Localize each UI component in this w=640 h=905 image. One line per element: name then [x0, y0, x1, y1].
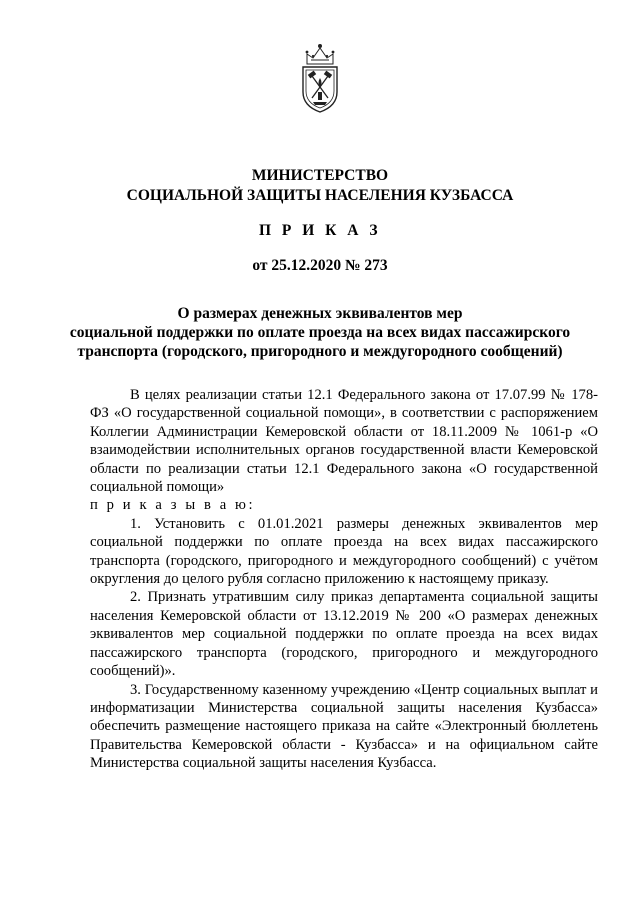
order-item-3: 3. Государственному казенному учреждению «Центр социальных выплат и информатизации Министерства социальной защиты населения Кузбасса» обеспечить размещение настоящего приказа на сайте «Электронный бюллетень Правительства Кемеровской области - Кузбасса» и на официальном сайте Министерства социальной защиты населения Кузбасса. — [90, 681, 598, 772]
document-date-number: от 25.12.2020 № 273 — [252, 257, 388, 274]
preamble-paragraph: В целях реализации статьи 12.1 Федерального закона от 17.07.99 № 178-ФЗ «О государственной социальной помощи», в соответствии с распоряжением Коллегии Администрации Кемеровской области от 18.11.2009 № 1061-р «О взаимодействии исполнительных органов государственной власти Кемеровской области по реализации статьи 12.1 Федерального закона «О государственной социальной помощи» — [90, 387, 598, 496]
ministry-title-line-1: МИНИСТЕРСТВО — [251, 167, 389, 184]
ministry-title-line-2: СОЦИАЛЬНОЙ ЗАЩИТЫ НАСЕЛЕНИЯ КУЗБАССА — [126, 187, 514, 204]
order-word: п р и к а з ы в а ю: — [90, 497, 256, 514]
subject-line-2: социальной поддержки по оплате проезда на всех видах пассажирского — [69, 324, 571, 341]
order-body — [90, 386, 598, 773]
subject-line-3: транспорта (городского, пригородного и междугородного сообщений) — [77, 343, 563, 360]
subject-line-1: О размерах денежных эквивалентов мер — [177, 305, 463, 322]
order-item-1: 1. Установить с 01.01.2021 размеры денежных эквивалентов мер социальной поддержки по оплате проезда на всех видах пассажирского транспорта (городского, пригородного и междугородного сообщений) с учётом округления до целого рубля согласно приложению к настоящему приказу. — [90, 515, 598, 588]
document-type: П Р И К А З — [258, 222, 382, 239]
order-item-2: 2. Признать утратившим силу приказ департамента социальной защиты населения Кемеровской области от 13.12.2019 № 200 «О размерах денежных эквивалентов мер социальной поддержки по оплате проезда на всех видах пассажирского транспорта (городского, пригородного и междугородного сообщений)». — [90, 589, 598, 680]
kuzbass-coat-of-arms-icon — [299, 40, 341, 114]
